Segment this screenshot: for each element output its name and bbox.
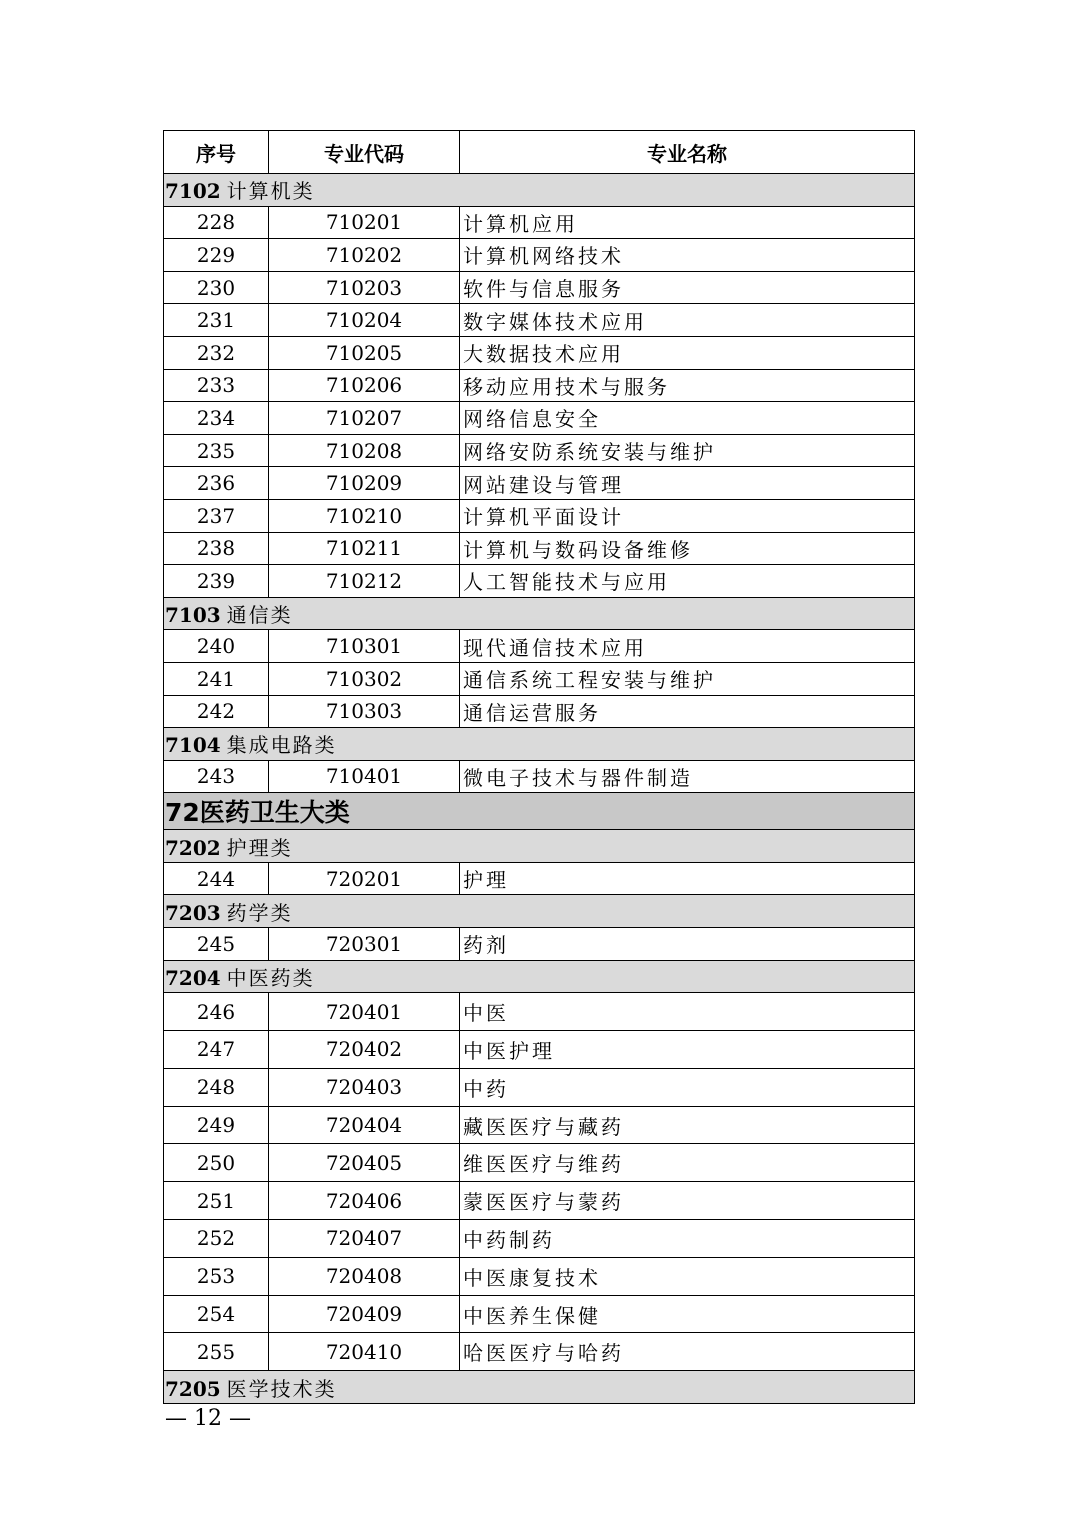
row-name: 人工智能技术与应用 — [460, 565, 915, 598]
row-index: 244 — [164, 862, 269, 895]
row-code: 710208 — [269, 434, 460, 467]
table-header-row — [164, 131, 915, 174]
specialty-table — [163, 130, 915, 1404]
row-code: 720408 — [269, 1257, 460, 1295]
table-row — [164, 1144, 915, 1182]
row-name: 藏医医疗与藏药 — [460, 1106, 915, 1144]
table-row — [164, 369, 915, 402]
major-category-row — [164, 793, 915, 830]
row-code: 710211 — [269, 532, 460, 565]
category-row — [164, 830, 915, 863]
table-row — [164, 862, 915, 895]
row-name: 药剂 — [460, 928, 915, 961]
table-row — [164, 1182, 915, 1220]
row-name: 微电子技术与器件制造 — [460, 760, 915, 793]
row-name: 护理 — [460, 862, 915, 895]
category-code: 7102 — [165, 179, 221, 204]
category-name: 护理类 — [226, 835, 293, 860]
table-row — [164, 402, 915, 435]
row-name: 中医 — [460, 993, 915, 1031]
table-row — [164, 565, 915, 598]
table-row — [164, 271, 915, 304]
table-row — [164, 1031, 915, 1069]
row-index: 235 — [164, 434, 269, 467]
row-code: 710202 — [269, 239, 460, 272]
row-index: 253 — [164, 1257, 269, 1295]
row-name: 维医医疗与维药 — [460, 1144, 915, 1182]
row-name: 通信系统工程安装与维护 — [460, 662, 915, 695]
row-index: 236 — [164, 467, 269, 500]
category-cell — [164, 895, 915, 928]
category-cell — [164, 960, 915, 993]
category-cell — [164, 174, 915, 207]
row-code: 710401 — [269, 760, 460, 793]
category-row — [164, 174, 915, 207]
row-index: 237 — [164, 499, 269, 532]
category-cell — [164, 728, 915, 761]
row-index: 242 — [164, 695, 269, 728]
category-row — [164, 728, 915, 761]
row-index: 252 — [164, 1220, 269, 1258]
row-name: 中医护理 — [460, 1031, 915, 1069]
row-code: 710212 — [269, 565, 460, 598]
table-row — [164, 1257, 915, 1295]
category-name: 中医药类 — [226, 965, 315, 990]
category-code: 7103 — [165, 603, 221, 628]
row-code: 720405 — [269, 1144, 460, 1182]
row-index: 230 — [164, 271, 269, 304]
category-name: 医药卫生大类 — [199, 798, 350, 828]
row-name: 网站建设与管理 — [460, 467, 915, 500]
category-name: 药学类 — [226, 900, 293, 925]
row-name: 网络信息安全 — [460, 402, 915, 435]
table-row — [164, 336, 915, 369]
header-index: 序号 — [164, 131, 269, 174]
table-row — [164, 760, 915, 793]
category-code: 7205 — [165, 1376, 221, 1401]
row-code: 710302 — [269, 662, 460, 695]
row-index: 232 — [164, 336, 269, 369]
table-row — [164, 630, 915, 663]
category-code: 7203 — [165, 900, 221, 925]
row-code: 720401 — [269, 993, 460, 1031]
category-cell — [164, 793, 915, 830]
row-index: 245 — [164, 928, 269, 961]
table-row — [164, 993, 915, 1031]
row-name: 软件与信息服务 — [460, 271, 915, 304]
row-index: 238 — [164, 532, 269, 565]
row-index: 254 — [164, 1295, 269, 1333]
row-code: 720301 — [269, 928, 460, 961]
row-name: 中医康复技术 — [460, 1257, 915, 1295]
table-row — [164, 695, 915, 728]
row-name: 哈医医疗与哈药 — [460, 1333, 915, 1371]
row-name: 蒙医医疗与蒙药 — [460, 1182, 915, 1220]
row-index: 233 — [164, 369, 269, 402]
table-row — [164, 467, 915, 500]
row-code: 720201 — [269, 862, 460, 895]
row-code: 710203 — [269, 271, 460, 304]
table-row — [164, 206, 915, 239]
table-row — [164, 1295, 915, 1333]
category-row — [164, 597, 915, 630]
category-name: 医学技术类 — [226, 1376, 337, 1401]
table-row — [164, 239, 915, 272]
category-name: 计算机类 — [226, 179, 315, 204]
category-cell — [164, 830, 915, 863]
row-name: 计算机应用 — [460, 206, 915, 239]
row-code: 710301 — [269, 630, 460, 663]
row-name: 计算机平面设计 — [460, 499, 915, 532]
category-row — [164, 960, 915, 993]
row-code: 720404 — [269, 1106, 460, 1144]
table-row — [164, 1106, 915, 1144]
row-index: 255 — [164, 1333, 269, 1371]
row-name: 计算机网络技术 — [460, 239, 915, 272]
category-code: 7104 — [165, 733, 221, 758]
row-name: 中医养生保健 — [460, 1295, 915, 1333]
row-name: 计算机与数码设备维修 — [460, 532, 915, 565]
row-index: 234 — [164, 402, 269, 435]
row-code: 720406 — [269, 1182, 460, 1220]
row-name: 通信运营服务 — [460, 695, 915, 728]
row-index: 246 — [164, 993, 269, 1031]
row-code: 710210 — [269, 499, 460, 532]
table-row — [164, 434, 915, 467]
row-index: 251 — [164, 1182, 269, 1220]
header-name: 专业名称 — [460, 131, 915, 174]
row-name: 数字媒体技术应用 — [460, 304, 915, 337]
table-row — [164, 499, 915, 532]
table-row — [164, 1068, 915, 1106]
row-name: 现代通信技术应用 — [460, 630, 915, 663]
row-code: 710206 — [269, 369, 460, 402]
category-code: 72 — [165, 798, 200, 828]
row-index: 239 — [164, 565, 269, 598]
row-code: 710204 — [269, 304, 460, 337]
table-row — [164, 532, 915, 565]
row-code: 710209 — [269, 467, 460, 500]
header-code: 专业代码 — [269, 131, 460, 174]
row-code: 720409 — [269, 1295, 460, 1333]
category-cell — [164, 1371, 915, 1404]
category-row — [164, 895, 915, 928]
row-index: 249 — [164, 1106, 269, 1144]
row-index: 250 — [164, 1144, 269, 1182]
row-code: 710205 — [269, 336, 460, 369]
row-code: 720403 — [269, 1068, 460, 1106]
category-code: 7202 — [165, 835, 221, 860]
category-row — [164, 1371, 915, 1404]
row-index: 228 — [164, 206, 269, 239]
row-name: 中药 — [460, 1068, 915, 1106]
row-name: 中药制药 — [460, 1220, 915, 1258]
category-name: 通信类 — [226, 603, 293, 628]
row-index: 229 — [164, 239, 269, 272]
table-row — [164, 1220, 915, 1258]
row-index: 248 — [164, 1068, 269, 1106]
row-name: 网络安防系统安装与维护 — [460, 434, 915, 467]
row-index: 243 — [164, 760, 269, 793]
row-index: 240 — [164, 630, 269, 663]
page-number: — 12 — — [165, 1406, 251, 1431]
table-row — [164, 304, 915, 337]
category-cell — [164, 597, 915, 630]
row-code: 720410 — [269, 1333, 460, 1371]
table-row — [164, 1333, 915, 1371]
table-body — [164, 174, 915, 1404]
row-code: 710207 — [269, 402, 460, 435]
category-name: 集成电路类 — [226, 733, 337, 758]
row-index: 247 — [164, 1031, 269, 1069]
row-name: 大数据技术应用 — [460, 336, 915, 369]
row-code: 710303 — [269, 695, 460, 728]
row-code: 720402 — [269, 1031, 460, 1069]
table-row — [164, 928, 915, 961]
table-row — [164, 662, 915, 695]
category-code: 7204 — [165, 965, 221, 990]
row-name: 移动应用技术与服务 — [460, 369, 915, 402]
row-index: 231 — [164, 304, 269, 337]
row-code: 710201 — [269, 206, 460, 239]
row-index: 241 — [164, 662, 269, 695]
row-code: 720407 — [269, 1220, 460, 1258]
